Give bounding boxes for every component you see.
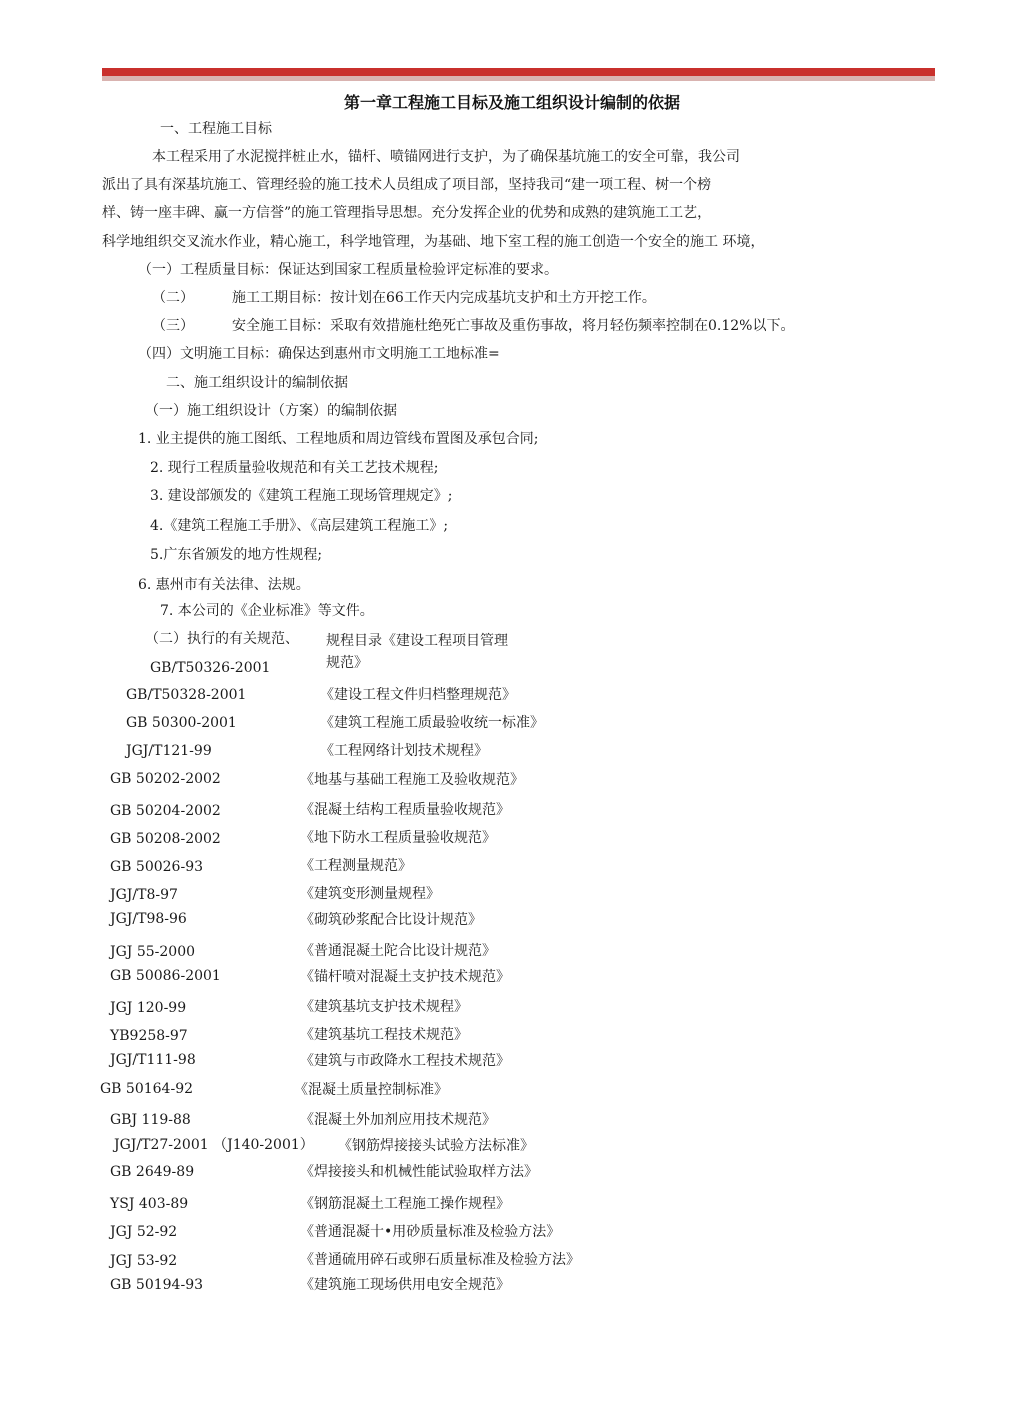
intro-line: 派出了具有深基坑施工、管理经验的施工技术人员组成了项目部，坚持我司“建一项工程、树一个榜 <box>102 177 712 193</box>
standard-name: 《工程测量规范》 <box>300 858 412 874</box>
standard-code: GB 50194-93 <box>110 1277 204 1293</box>
section-heading-basis: 二、施工组织设计的编制依据 <box>166 375 348 391</box>
standard-code: GB 50300-2001 <box>126 715 237 731</box>
standard-name: 《建筑施工现场供用电安全规范》 <box>300 1277 510 1293</box>
standard-code: JGJ 52-92 <box>110 1224 178 1240</box>
standard-code: GB 50202-2002 <box>110 771 221 787</box>
goal-civilized <box>138 345 500 363</box>
standard-code: JGJ/T27-2001 （J140-2001） <box>114 1137 314 1153</box>
standard-code: GB 50086-2001 <box>110 968 221 984</box>
intro-line: 本工程采用了水泥搅拌桩止水，锚杆、喷锚网进行支护，为了确保基坑施工的安全可靠，我公司 <box>152 149 740 165</box>
standard-name: 《地下防水工程质量验收规范》 <box>300 830 496 846</box>
standard-code: GB 50208-2002 <box>110 831 221 847</box>
standard-name: 《建筑变形测量规程》 <box>300 886 440 902</box>
standard-code: GB 50026-93 <box>110 859 204 875</box>
standard-code: JGJ/T8-97 <box>110 887 178 903</box>
basis-item: 1. 业主提供的施工图纸、工程地质和周边管线布置图及承包合同; <box>138 431 539 447</box>
basis-item: 5.广东省颁发的地方性规程; <box>150 547 323 563</box>
standard-name: 《建筑基坑工程技术规范》 <box>300 1027 468 1043</box>
standard-code: GBJ 119-88 <box>110 1112 191 1128</box>
standards-caption-cont: 规范》 <box>326 655 368 671</box>
standard-name: 《焊接接头和机械性能试验取样方法》 <box>300 1164 538 1180</box>
standard-name: 《钢筋焊接接头试验方法标准》 <box>338 1138 534 1154</box>
standard-name: 《地基与基础工程施工及验收规范》 <box>300 772 524 788</box>
standard-code: JGJ 53-92 <box>110 1253 178 1269</box>
standard-name: 《混凝土质量控制标准》 <box>294 1082 448 1098</box>
goal-schedule <box>152 289 656 307</box>
goal-label: （四）文明施工目标： <box>138 346 278 362</box>
standard-name: 《建设工程文件归档整理规范》 <box>320 687 516 703</box>
standard-name: 《普通混凝十•用砂质量标准及检验方法》 <box>300 1224 561 1240</box>
subsection-heading-standards: （二）执行的有关规范、 <box>145 631 299 647</box>
goal-text: 保证达到国家工程质量检验评定标准的要求。 <box>278 262 558 278</box>
standard-code: GB 50204-2002 <box>110 803 221 819</box>
section-heading-goals: 一、工程施工目标 <box>160 121 272 137</box>
standard-code: JGJ 55-2000 <box>110 944 196 960</box>
header-rule-shadow <box>102 76 935 81</box>
standard-name: 《混凝土外加剂应用技术规范》 <box>300 1112 496 1128</box>
standard-name: 《普通硫用碎石或卵石质量标准及检验方法》 <box>300 1252 580 1268</box>
intro-line: 样、铸一座丰碑、赢一方信誉”的施工管理指导思想。充分发挥企业的优势和成熟的建筑施工工艺， <box>102 205 712 221</box>
standard-code: JGJ/T111-98 <box>110 1052 196 1068</box>
basis-item: 3. 建设部颁发的《建筑工程施工现场管理规定》; <box>150 488 453 504</box>
intro-line: 科学地组织交叉流水作业，精心施工，科学地管理，为基础、地下室工程的施工创造一个安全的施工 环境， <box>102 234 765 250</box>
standard-name: 《建筑基坑支护技术规程》 <box>300 999 468 1015</box>
standard-code: JGJ/T121-99 <box>126 743 212 759</box>
goal-text: 安全施工目标：采取有效措施杜绝死亡事故及重伤事故，将月轻伤频率控制在0.12%以下。 <box>232 318 795 334</box>
standard-name: 《砌筑砂浆配合比设计规范》 <box>300 912 482 928</box>
header-rule <box>102 68 935 76</box>
standard-code: GB/T50326-2001 <box>150 660 271 676</box>
standard-name: 《锚杆喷对混凝土支护技术规范》 <box>300 969 510 985</box>
basis-item: 6. 惠州市有关法律、法规。 <box>138 577 310 593</box>
standard-name: 《混凝土结构工程质量验收规范》 <box>300 802 510 818</box>
standard-code: JGJ/T98-96 <box>110 911 187 927</box>
goal-quality <box>138 261 558 279</box>
standard-name: 《工程网络计划技术规程》 <box>320 743 488 759</box>
goal-safety <box>152 317 794 335</box>
subsection-heading-basis: （一）施工组织设计（方案）的编制依据 <box>145 403 397 419</box>
standards-caption: 规程目录《建设工程项目管理 <box>326 633 508 649</box>
goal-text: 施工工期目标：按计划在66工作天内完成基坑支护和土方开挖工作。 <box>232 290 656 306</box>
basis-item: 4.《建筑工程施工手册》、《高层建筑工程施工》; <box>150 518 449 534</box>
goal-label: （二） <box>152 290 194 306</box>
goal-label: （三） <box>152 318 194 334</box>
page-title: 第一章工程施工目标及施工组织设计编制的依据 <box>343 93 680 112</box>
basis-item: 2. 现行工程质量验收规范和有关工艺技术规程; <box>150 460 439 476</box>
standard-code: GB 2649-89 <box>110 1164 195 1180</box>
standard-code: GB/T50328-2001 <box>126 687 247 703</box>
goal-label: （一）工程质量目标： <box>138 262 278 278</box>
standard-name: 《钢筋混凝土工程施工操作规程》 <box>300 1196 510 1212</box>
goal-text: 确保达到惠州市文明施工工地标准= <box>278 346 500 362</box>
standard-name: 《普通混凝土陀合比设计规范》 <box>300 943 496 959</box>
standard-name: 《建筑工程施工质最验收统一标准》 <box>320 715 544 731</box>
standard-code: YSJ 403-89 <box>110 1196 189 1212</box>
basis-item: 7. 本公司的《企业标准》等文件。 <box>160 603 374 619</box>
standard-code: JGJ 120-99 <box>110 1000 187 1016</box>
standard-code: YB9258-97 <box>110 1028 188 1044</box>
standard-code: GB 50164-92 <box>100 1081 194 1097</box>
standard-name: 《建筑与市政降水工程技术规范》 <box>300 1053 510 1069</box>
